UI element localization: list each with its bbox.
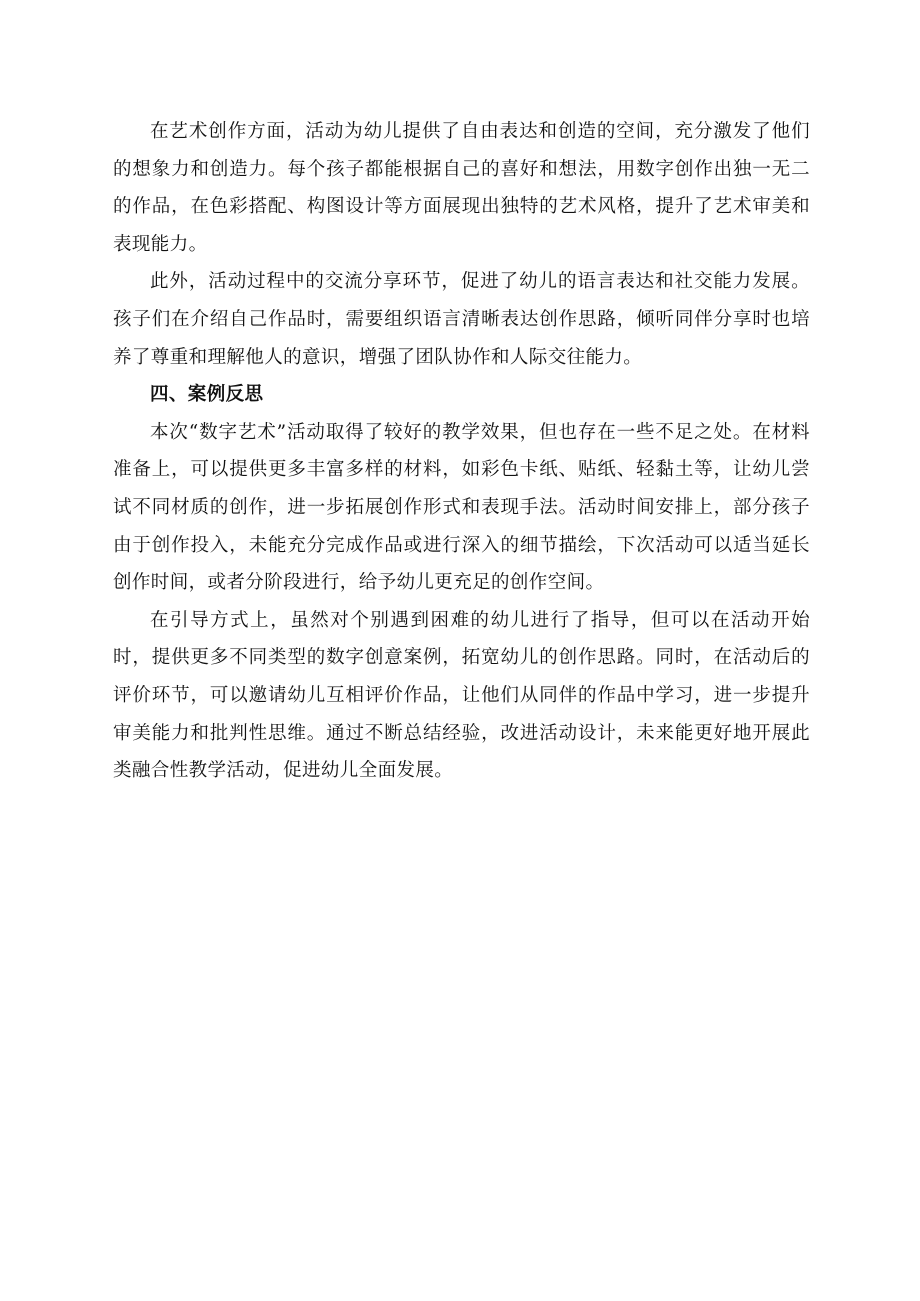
paragraph-communication: 此外，活动过程中的交流分享环节，促进了幼儿的语言表达和社交能力发展。孩子们在介绍自己作品时，需要组织语言清晰表达创作思路，倾听同伴分享时也培养了尊重和理解他人的意识，增强了团队协作和人际交往能力。 — [113, 271, 810, 368]
document-body — [113, 113, 810, 790]
paragraph-reflection-guidance: 在引导方式上，虽然对个别遇到困难的幼儿进行了指导，但可以在活动开始时，提供更多不同类型的数字创意案例，拓宽幼儿的创作思路。同时，在活动后的评价环节，可以邀请幼儿互相评价作品，让他们从同伴的作品中学习，进一步提升审美能力和批判性思维。通过不断总结经验，改进活动设计，未来能更好地开展此类融合性教学活动，促进幼儿全面发展。 — [113, 609, 810, 782]
paragraph-art-creation: 在艺术创作方面，活动为幼儿提供了自由表达和创造的空间，充分激发了他们的想象力和创造力。每个孩子都能根据自己的喜好和想法，用数字创作出独一无二的作品，在色彩搭配、构图设计等方面展现出独特的艺术风格，提升了艺术审美和表现能力。 — [113, 121, 810, 255]
section-heading-reflection: 四、案例反思 — [150, 384, 264, 406]
paragraph-reflection-materials: 本次“数字艺术”活动取得了较好的教学效果，但也存在一些不足之处。在材料准备上，可以提供更多丰富多样的材料，如彩色卡纸、贴纸、轻黏土等，让幼儿尝试不同材质的创作，进一步拓展创作形式和表现手法。活动时间安排上，部分孩子由于创作投入，未能充分完成作品或进行深入的细节描绘，下次活动可以适当延长创作时间，或者分阶段进行，给予幼儿更充足的创作空间。 — [113, 421, 810, 594]
